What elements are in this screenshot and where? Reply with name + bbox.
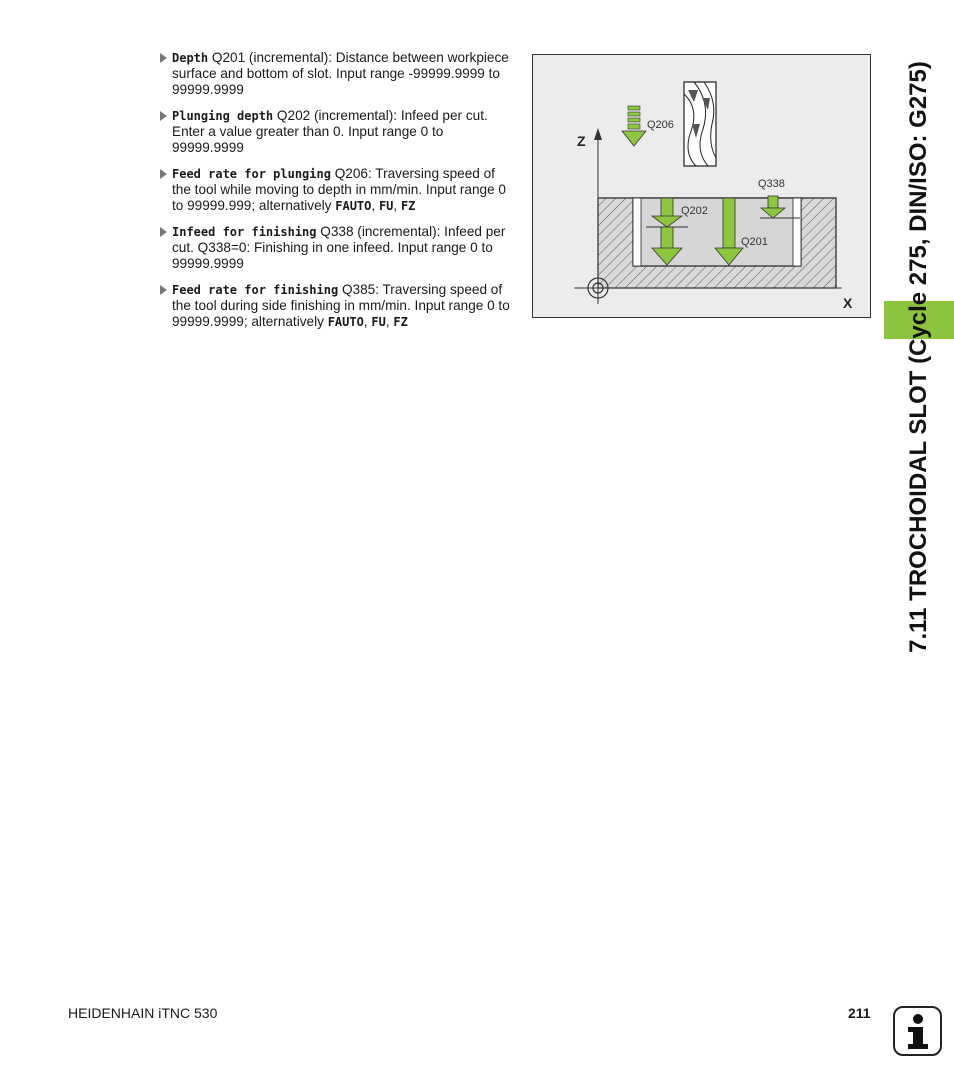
param-description: Q385: Traversing speed of the tool during side finishing in mm/min. Input range 0 to 99999.9999; alternatively: [172, 282, 510, 329]
play-triangle-icon: [160, 169, 167, 179]
param-description: Q206: Traversing speed of the tool while moving to depth in mm/min. Input range 0 to 99999.999; alternatively: [172, 166, 506, 213]
param-name: Depth: [172, 51, 209, 65]
manual-name: HEIDENHAIN iTNC 530: [68, 1005, 218, 1021]
chapter-title-text: 7.11 TROCHOIDAL SLOT (Cycle 275, DIN/ISO: G275): [905, 61, 932, 653]
param-infeed-finishing: [158, 224, 510, 272]
param-depth: [158, 50, 510, 98]
option-fauto: FAUTO: [335, 199, 372, 213]
slot-depth-diagram: [532, 54, 871, 318]
q201-label: Q201: [741, 236, 768, 248]
param-feed-rate-finishing: Feed rate for finishing Q385: Traversing speed of the tool during side finishing in mm/min. Input range 0 to 99999.9999; alternatively FAUTO, FU, FZ: [158, 282, 510, 330]
page-number: 211: [848, 1005, 871, 1021]
option-fz: FZ: [393, 315, 408, 329]
workpiece: [598, 198, 836, 288]
info-icon: [893, 1006, 942, 1056]
option-fu: FU: [378, 199, 394, 213]
param-name: Feed rate for finishing: [172, 283, 339, 297]
q202-label: Q202: [681, 205, 708, 217]
param-name: Plunging depth: [172, 109, 274, 123]
q338-label: Q338: [758, 178, 785, 190]
x-axis-label: X: [843, 295, 853, 311]
play-triangle-icon: [160, 285, 167, 295]
q206-label: Q206: [647, 119, 674, 131]
param-name: Infeed for finishing: [172, 225, 317, 239]
option-fu: FU: [371, 315, 386, 329]
param-plunging-depth: [158, 108, 510, 156]
param-description: Q338 (incremental): Infeed per cut. Q338=0: Finishing in one infeed. Input range 0 to 99999.9999: [172, 224, 506, 271]
play-triangle-icon: [160, 227, 167, 237]
param-description: Q202 (incremental): Infeed per cut. Enter a value greater than 0. Input range 0 to 99999.9999: [172, 108, 488, 155]
param-feed-rate-plunging: Feed rate for plunging Q206: Traversing speed of the tool while moving to depth in mm/min. Input range 0 to 99999.999; alternatively FAUTO, FU, FZ: [158, 166, 510, 214]
param-description: Q201 (incremental): Distance between workpiece surface and bottom of slot. Input range -99999.9999 to 99999.9999: [172, 50, 509, 97]
parameter-list: [158, 50, 510, 340]
option-fauto: FAUTO: [327, 315, 364, 329]
z-axis-label: Z: [577, 133, 586, 149]
play-triangle-icon: [160, 111, 167, 121]
option-fz: FZ: [400, 199, 416, 213]
end-mill-icon: [684, 82, 716, 166]
param-name: Feed rate for plunging: [172, 167, 331, 181]
play-triangle-icon: [160, 53, 167, 63]
